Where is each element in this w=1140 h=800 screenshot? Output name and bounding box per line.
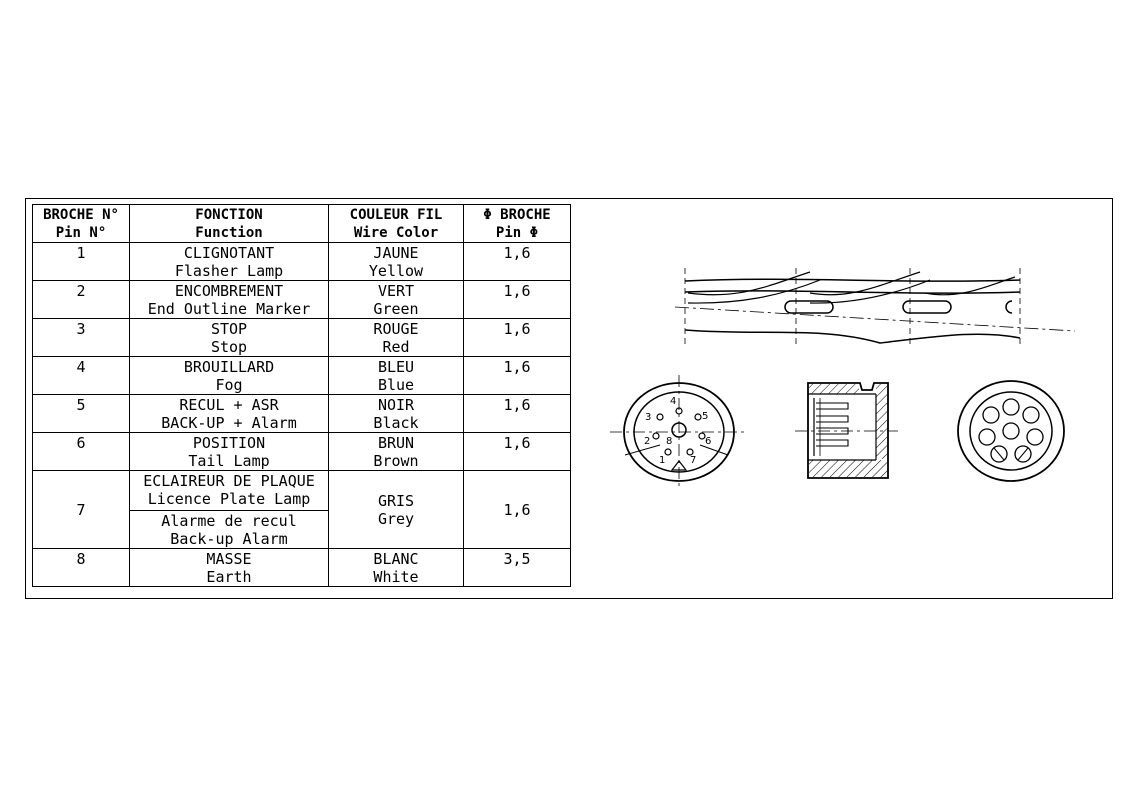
diameter-cell: 1,6 <box>464 471 571 549</box>
header-color-en: Wire Color <box>353 225 439 241</box>
pin-label-8: 8 <box>666 436 673 447</box>
pin-number: 2 <box>33 281 130 319</box>
pin-number: 1 <box>33 243 130 281</box>
function2-fr: Alarme de recul <box>161 512 297 530</box>
function-en: Stop <box>210 338 248 356</box>
header-diameter-en: Pin Φ <box>495 225 539 241</box>
header-function-en: Function <box>195 225 263 241</box>
header-color-fr: COULEUR FIL <box>349 207 443 223</box>
function-fr: CLIGNOTANT <box>183 244 275 262</box>
header-diameter-fr: Φ BROCHE <box>483 207 551 223</box>
pin-number: 4 <box>33 357 130 395</box>
color-fr: NOIR <box>377 396 415 414</box>
pin-label-7: 7 <box>690 455 697 466</box>
color-en: Green <box>373 300 419 318</box>
pin-number: 7 <box>33 471 130 549</box>
function-en: Flasher Lamp <box>174 262 284 280</box>
function-fr: ENCOMBREMENT <box>174 282 284 300</box>
function-en: End Outline Marker <box>147 300 311 318</box>
pin-label-3: 3 <box>645 412 652 423</box>
color-fr: BRUN <box>377 434 415 452</box>
color-en: Yellow <box>368 262 424 280</box>
function-en: Fog <box>215 376 243 394</box>
color-en: Blue <box>377 376 415 394</box>
diameter-cell: 3,5 <box>464 549 571 587</box>
diameter-cell: 1,6 <box>464 281 571 319</box>
pin-number: 8 <box>33 549 130 587</box>
function2-en: Back-up Alarm <box>170 530 288 548</box>
function-fr: BROUILLARD <box>183 358 275 376</box>
pin-label-4: 4 <box>670 396 677 407</box>
function-fr: STOP <box>210 320 248 338</box>
connector-section-view <box>795 383 898 478</box>
header-function-fr: FONCTION <box>195 207 263 223</box>
function-fr: MASSE <box>206 550 252 568</box>
color-fr: ROUGE <box>373 320 419 338</box>
pin-number: 3 <box>33 319 130 357</box>
pin-number: 5 <box>33 395 130 433</box>
color-en: Brown <box>373 452 419 470</box>
color-en: Black <box>373 414 419 432</box>
color-en: Red <box>382 338 410 356</box>
function-fr: RECUL + ASR <box>179 396 279 414</box>
socket-front-view <box>610 375 748 490</box>
cable-side-view <box>675 268 1075 348</box>
function-fr: ECLAIREUR DE PLAQUE <box>143 472 315 490</box>
function-en: BACK-UP + Alarm <box>161 414 297 432</box>
color-fr: BLEU <box>377 358 415 376</box>
diameter-cell: 1,6 <box>464 357 571 395</box>
function-fr: POSITION <box>192 434 266 452</box>
pin-label-1: 1 <box>659 455 666 466</box>
color-en: Grey <box>377 510 415 528</box>
diameter-cell: 1,6 <box>464 243 571 281</box>
diameter-cell: 1,6 <box>464 319 571 357</box>
function-en: Tail Lamp <box>188 452 270 470</box>
pin-label-5: 5 <box>702 411 709 422</box>
diameter-cell: 1,6 <box>464 395 571 433</box>
function-en: Earth <box>206 568 252 586</box>
header-pin-fr: BROCHE N° <box>43 207 119 223</box>
color-fr: GRIS <box>377 492 415 510</box>
pin-number: 6 <box>33 433 130 471</box>
function-en: Licence Plate Lamp <box>147 490 311 508</box>
color-fr: VERT <box>377 282 415 300</box>
color-fr: BLANC <box>373 550 419 568</box>
pin-label-6: 6 <box>705 436 712 447</box>
header-pin-en: Pin N° <box>55 225 107 241</box>
plug-rear-view <box>958 381 1064 481</box>
pin-label-2: 2 <box>644 436 651 447</box>
color-en: White <box>373 568 419 586</box>
color-fr: JAUNE <box>373 244 419 262</box>
diameter-cell: 1,6 <box>464 433 571 471</box>
